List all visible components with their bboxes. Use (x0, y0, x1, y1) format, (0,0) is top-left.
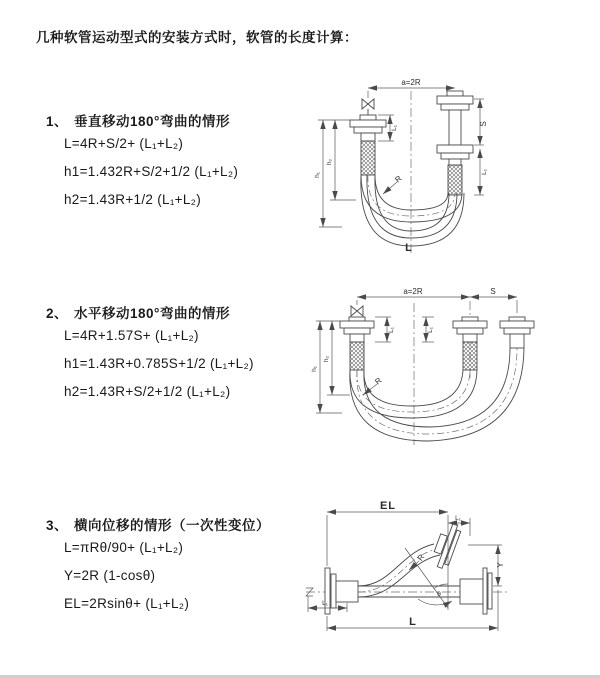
right-flange-moved-position (500, 317, 534, 348)
section-2-number: 2、 (46, 306, 69, 321)
dim-label-l1: L₁ (455, 515, 461, 522)
dim-label-l1: L₁ (388, 327, 395, 333)
braided-section (448, 165, 462, 195)
dim-label-h2: h₂ (326, 158, 333, 166)
dimension-l1-left (375, 317, 395, 342)
radius-label: R (373, 375, 384, 387)
middle-flange (453, 317, 487, 370)
section-1-heading (46, 110, 230, 130)
dim-label-a2r: a=2R (403, 287, 423, 296)
dim-label-l1: L₁ (322, 600, 328, 607)
page-title: 几种软管运动型式的安装方式时，软管的长度计算： (36, 30, 358, 45)
right-flange-two-positions (437, 91, 473, 195)
diagram-vertical-180-bend (310, 75, 590, 260)
dim-label-l1: L₁ (481, 169, 488, 175)
valve-icon (362, 99, 374, 115)
left-flange (340, 317, 374, 370)
hose-u-curves (350, 348, 524, 441)
angle-label: θ (437, 591, 441, 598)
section-2-heading (46, 302, 230, 322)
dimension-s (474, 99, 488, 145)
dimension-h2 (326, 120, 356, 200)
braided-section (463, 342, 477, 370)
formula-line: Y=2R (1-cosθ) (64, 568, 156, 583)
formula-line: EL=2Rsinθ+ (L₁+L₂) (64, 596, 190, 611)
section-3-formulas (64, 534, 189, 618)
formula-line: h2=1.43R+S/2+1/2 (L₁+L₂) (64, 384, 231, 399)
section-2-formulas (64, 322, 254, 406)
braided-section (350, 342, 364, 370)
left-flange (325, 568, 358, 614)
section-3-title: 横向位移的情形（一次性变位） (74, 518, 271, 533)
dim-label-s: S (490, 287, 496, 296)
dim-label-h2: h₂ (323, 355, 330, 363)
dim-label-a2r: a=2R (401, 78, 421, 87)
dim-label-h1: h₁ (314, 172, 321, 178)
dim-label-el: EL (379, 500, 397, 512)
dim-label-l1: L₁ (427, 327, 434, 333)
dim-label-s: S (479, 121, 488, 127)
formula-line: L=πRθ/90+ (L₁+L₂) (64, 540, 184, 555)
formula-line: h2=1.43R+1/2 (L₁+L₂) (64, 192, 202, 207)
valve-icon (351, 306, 363, 316)
dimension-l1-middle (422, 317, 434, 342)
braided-section (361, 141, 375, 175)
formula-line: h1=1.432R+S/2+1/2 (L₁+L₂) (64, 164, 239, 179)
section-1-number: 1、 (46, 114, 69, 129)
dim-label-h1: h₁ (311, 366, 318, 372)
dimension-l1-right (474, 149, 488, 195)
dimension-s (470, 287, 517, 313)
section-1-title: 垂直移动180°弯曲的情形 (74, 114, 230, 129)
left-flange (350, 115, 386, 175)
dimension-a2r (368, 78, 455, 98)
radius-label: R (415, 552, 427, 563)
displaced-hose-curve (358, 521, 462, 597)
tilted-flange (430, 521, 463, 570)
formula-line: L=4R+S/2+ (L₁+L₂) (64, 136, 184, 151)
section-3-heading (46, 514, 270, 534)
dim-label-y: Y (496, 562, 505, 568)
length-label: L (409, 616, 417, 628)
diagram-horizontal-180-bend (308, 283, 590, 453)
dimension-h1 (314, 120, 350, 227)
length-label: L (405, 242, 413, 254)
formula-line: h1=1.43R+0.785S+1/2 (L₁+L₂) (64, 356, 254, 371)
formula-line: L=4R+1.57S+ (L₁+L₂) (64, 328, 199, 343)
radius-callout (383, 174, 404, 194)
section-2-title: 水平移动180°弯曲的情形 (74, 306, 230, 321)
dimension-h1 (311, 321, 342, 413)
radius-label: R (393, 173, 404, 185)
section-1-formulas (64, 130, 238, 214)
section-3-number: 3、 (46, 518, 69, 533)
dim-label-l1: L₁ (391, 125, 398, 131)
straight-position-hose (358, 568, 492, 614)
diagram-lateral-displacement (300, 500, 595, 645)
dimension-a2r (357, 287, 470, 305)
